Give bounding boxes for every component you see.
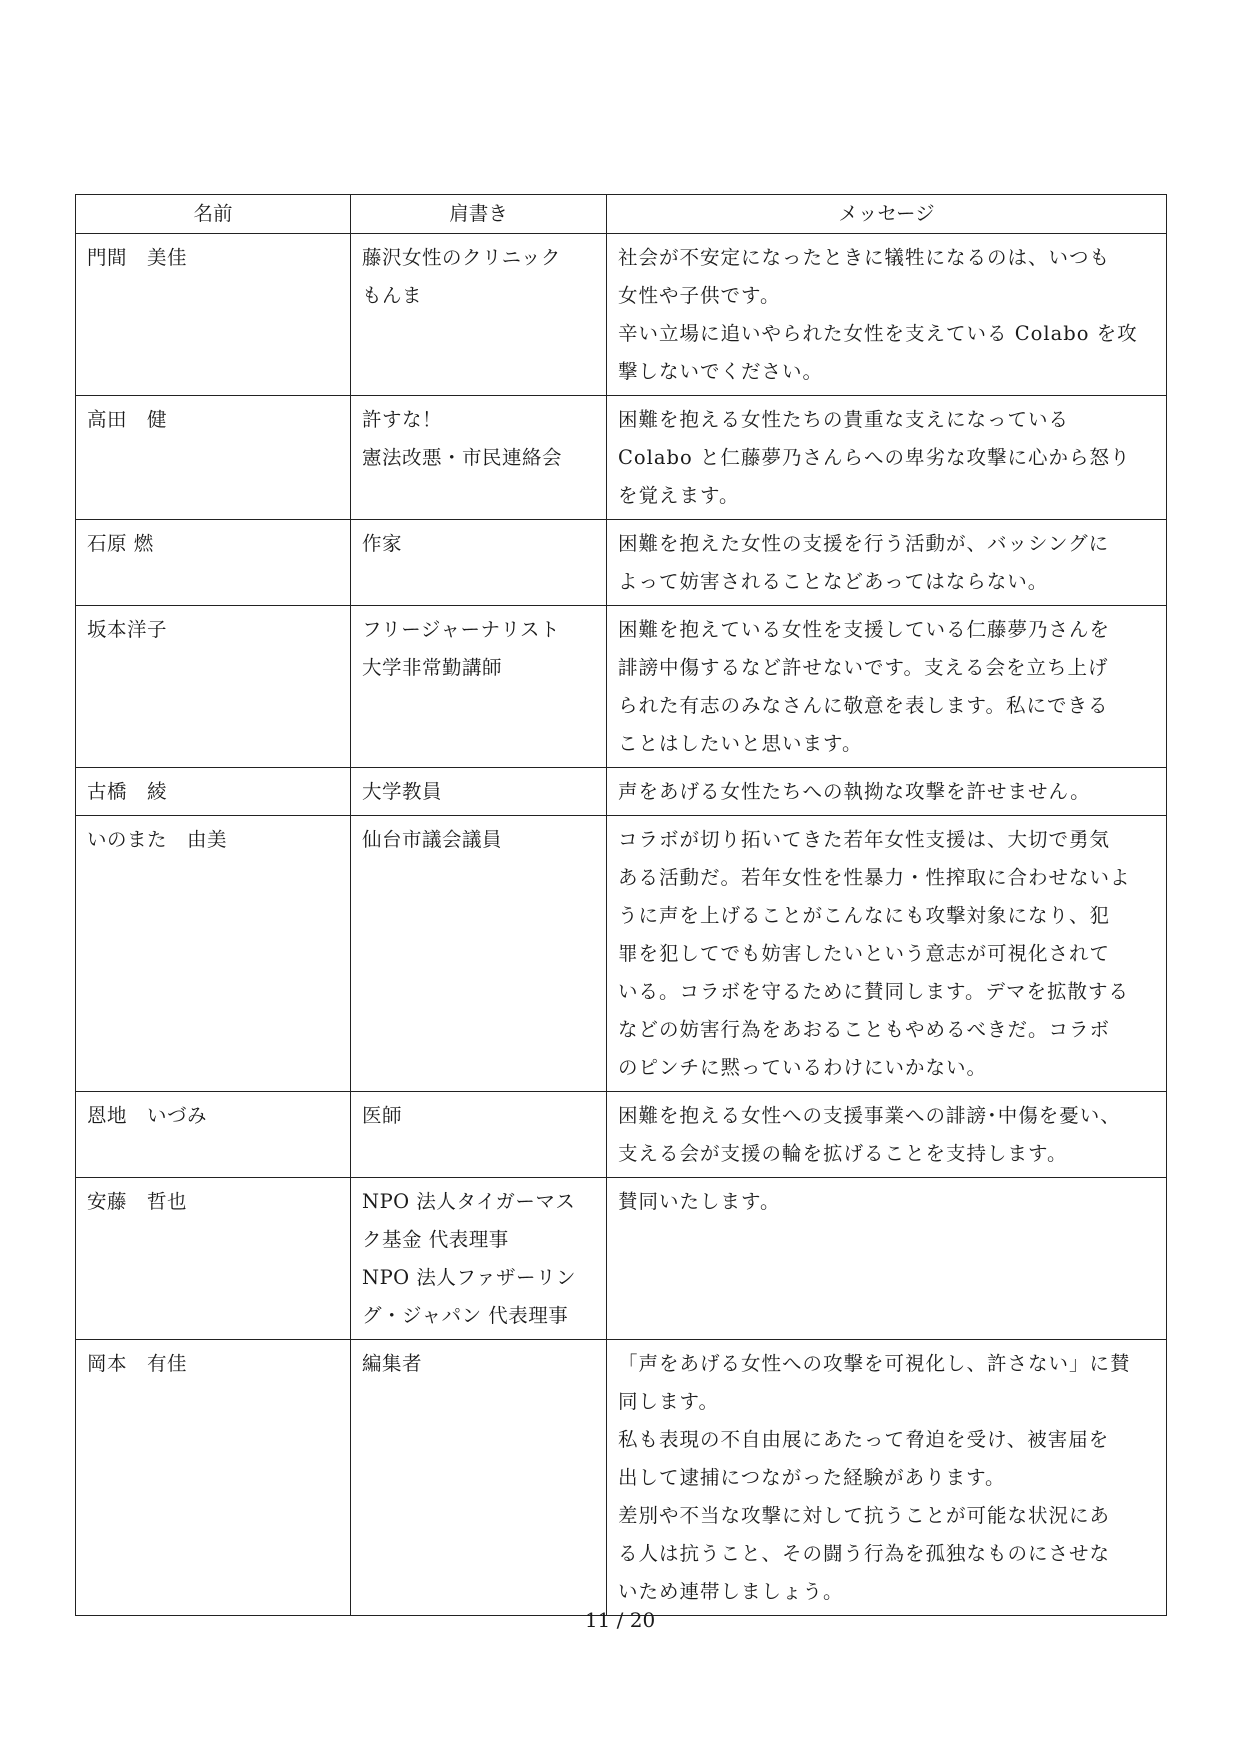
- header-message: メッセージ: [607, 195, 1167, 234]
- title-line: もんま: [362, 284, 423, 307]
- message-cell: [607, 768, 1167, 816]
- header-name: 名前: [76, 195, 351, 234]
- message-cell: [607, 234, 1167, 396]
- title-line: 許すな！: [362, 408, 443, 431]
- message-line: 私も表現の不自由展にあたって脅迫を受け、被害届を: [618, 1428, 1110, 1451]
- message-line: ある活動だ。若年女性を性暴力・性搾取に合わせないよ: [618, 866, 1131, 889]
- title-line: 藤沢女性のクリニック: [362, 246, 561, 269]
- title-line: フリージャーナリスト: [362, 618, 561, 641]
- message-line: 誹謗中傷するなど許せないです。支える会を立ち上げ: [618, 656, 1109, 679]
- message-cell: [607, 1340, 1167, 1616]
- message-line: ことはしたいと思います。: [618, 732, 863, 755]
- message-cell: [607, 396, 1167, 520]
- page-current: 11: [584, 1608, 611, 1632]
- message-line: 困難を抱える女性への支援事業への誹謗･中傷を憂い、: [618, 1104, 1121, 1127]
- table-row: [76, 396, 1167, 520]
- page-total: 20: [629, 1608, 656, 1632]
- name-line: 岡本 有佳: [87, 1352, 188, 1375]
- name-line: 高田 健: [87, 408, 168, 431]
- message-line: 賛同いたします。: [618, 1190, 781, 1213]
- message-line: 困難を抱えた女性の支援を行う活動が、バッシングに: [618, 532, 1110, 555]
- name-line: 恩地 いづみ: [87, 1104, 208, 1127]
- title-cell: [351, 1178, 607, 1340]
- name-cell: [76, 520, 351, 606]
- page-separator: /: [616, 1608, 624, 1632]
- title-line: 大学非常勤講師: [362, 656, 503, 679]
- title-line: NPO 法人タイガーマス: [362, 1190, 576, 1213]
- message-cell: [607, 1092, 1167, 1178]
- title-cell: [351, 606, 607, 768]
- name-cell: [76, 816, 351, 1092]
- message-cell: [607, 816, 1167, 1092]
- name-line: 古橋 綾: [87, 780, 168, 803]
- title-line: 大学教員: [362, 780, 443, 803]
- message-line: 罪を犯してでも妨害したいという意志が可視化されて: [618, 942, 1111, 965]
- name-line: いのまた 由美: [87, 828, 228, 851]
- message-line: 困難を抱えている女性を支援している仁藤夢乃さんを: [618, 618, 1111, 641]
- title-line: NPO 法人ファザーリン: [362, 1266, 576, 1289]
- message-line: 支える会が支援の輪を拡げることを支持します。: [618, 1142, 1068, 1165]
- message-line: 同します。: [618, 1390, 719, 1413]
- title-cell: [351, 396, 607, 520]
- name-cell: [76, 606, 351, 768]
- title-line: グ・ジャパン 代表理事: [362, 1304, 569, 1327]
- message-cell: [607, 1178, 1167, 1340]
- message-line: いため連帯しましょう。: [618, 1580, 844, 1603]
- page-number: [0, 1608, 1240, 1632]
- message-line: 撃しないでください。: [618, 360, 824, 383]
- message-line: Colabo と仁藤夢乃さんらへの卑劣な攻撃に心から怒り: [618, 446, 1131, 469]
- title-line: ク基金 代表理事: [362, 1228, 509, 1251]
- title-line: 作家: [362, 532, 403, 555]
- message-line: 出して逮捕につながった経験があります。: [618, 1466, 1006, 1489]
- title-cell: [351, 234, 607, 396]
- title-cell: [351, 816, 607, 1092]
- message-line: 「声をあげる女性への攻撃を可視化し、許さない」に賛: [618, 1352, 1131, 1375]
- name-cell: [76, 1178, 351, 1340]
- table-row: [76, 1178, 1167, 1340]
- message-line: などの妨害行為をあおることもやめるべきだ。コラボ: [618, 1018, 1111, 1041]
- name-cell: [76, 234, 351, 396]
- title-cell: [351, 1340, 607, 1616]
- message-line: 差別や不当な攻撃に対して抗うことが可能な状況にあ: [618, 1504, 1111, 1527]
- title-line: 医師: [362, 1104, 403, 1127]
- message-line: を覚えます。: [618, 484, 740, 507]
- name-line: 石原 燃: [87, 532, 154, 555]
- signatories-table: [75, 194, 1167, 1616]
- message-line: る人は抗うこと、その闘う行為を孤独なものにさせな: [618, 1542, 1111, 1565]
- name-cell: [76, 768, 351, 816]
- title-cell: [351, 520, 607, 606]
- title-line: 編集者: [362, 1352, 423, 1375]
- message-line: 女性や子供です。: [618, 284, 781, 307]
- message-line: 辛い立場に追いやられた女性を支えている Colabo を攻: [618, 322, 1138, 345]
- message-line: いる。コラボを守るために賛同します。デマを拡散する: [618, 980, 1129, 1003]
- table-row: [76, 768, 1167, 816]
- message-line: られた有志のみなさんに敬意を表します。私にできる: [618, 694, 1109, 717]
- header-title: 肩書き: [351, 195, 607, 234]
- message-cell: [607, 606, 1167, 768]
- table-row: [76, 816, 1167, 1092]
- table-body: [76, 234, 1167, 1616]
- title-cell: [351, 1092, 607, 1178]
- message-line: うに声を上げることがこんなにも攻撃対象になり、犯: [618, 904, 1111, 927]
- name-cell: [76, 1092, 351, 1178]
- message-line: 社会が不安定になったときに犠牲になるのは、いつも: [618, 246, 1111, 269]
- table-row: [76, 1340, 1167, 1616]
- message-line: 困難を抱える女性たちの貴重な支えになっている: [618, 408, 1070, 431]
- message-line: 声をあげる女性たちへの執拗な攻撃を許せません。: [618, 780, 1091, 803]
- table-row: [76, 234, 1167, 396]
- name-line: 坂本洋子: [87, 618, 168, 641]
- message-line: コラボが切り拓いてきた若年女性支援は、大切で勇気: [618, 828, 1111, 851]
- title-cell: [351, 768, 607, 816]
- name-line: 安藤 哲也: [87, 1190, 188, 1213]
- title-line: 憲法改悪・市民連絡会: [362, 446, 563, 469]
- message-line: のピンチに黙っているわけにいかない。: [618, 1056, 988, 1079]
- title-line: 仙台市議会議員: [362, 828, 503, 851]
- message-line: よって妨害されることなどあってはならない。: [618, 570, 1049, 593]
- table-row: [76, 606, 1167, 768]
- message-cell: [607, 520, 1167, 606]
- name-cell: [76, 1340, 351, 1616]
- table-header-row: [76, 195, 1167, 234]
- table-row: [76, 520, 1167, 606]
- name-cell: [76, 396, 351, 520]
- table-row: [76, 1092, 1167, 1178]
- name-line: 門間 美佳: [87, 246, 188, 269]
